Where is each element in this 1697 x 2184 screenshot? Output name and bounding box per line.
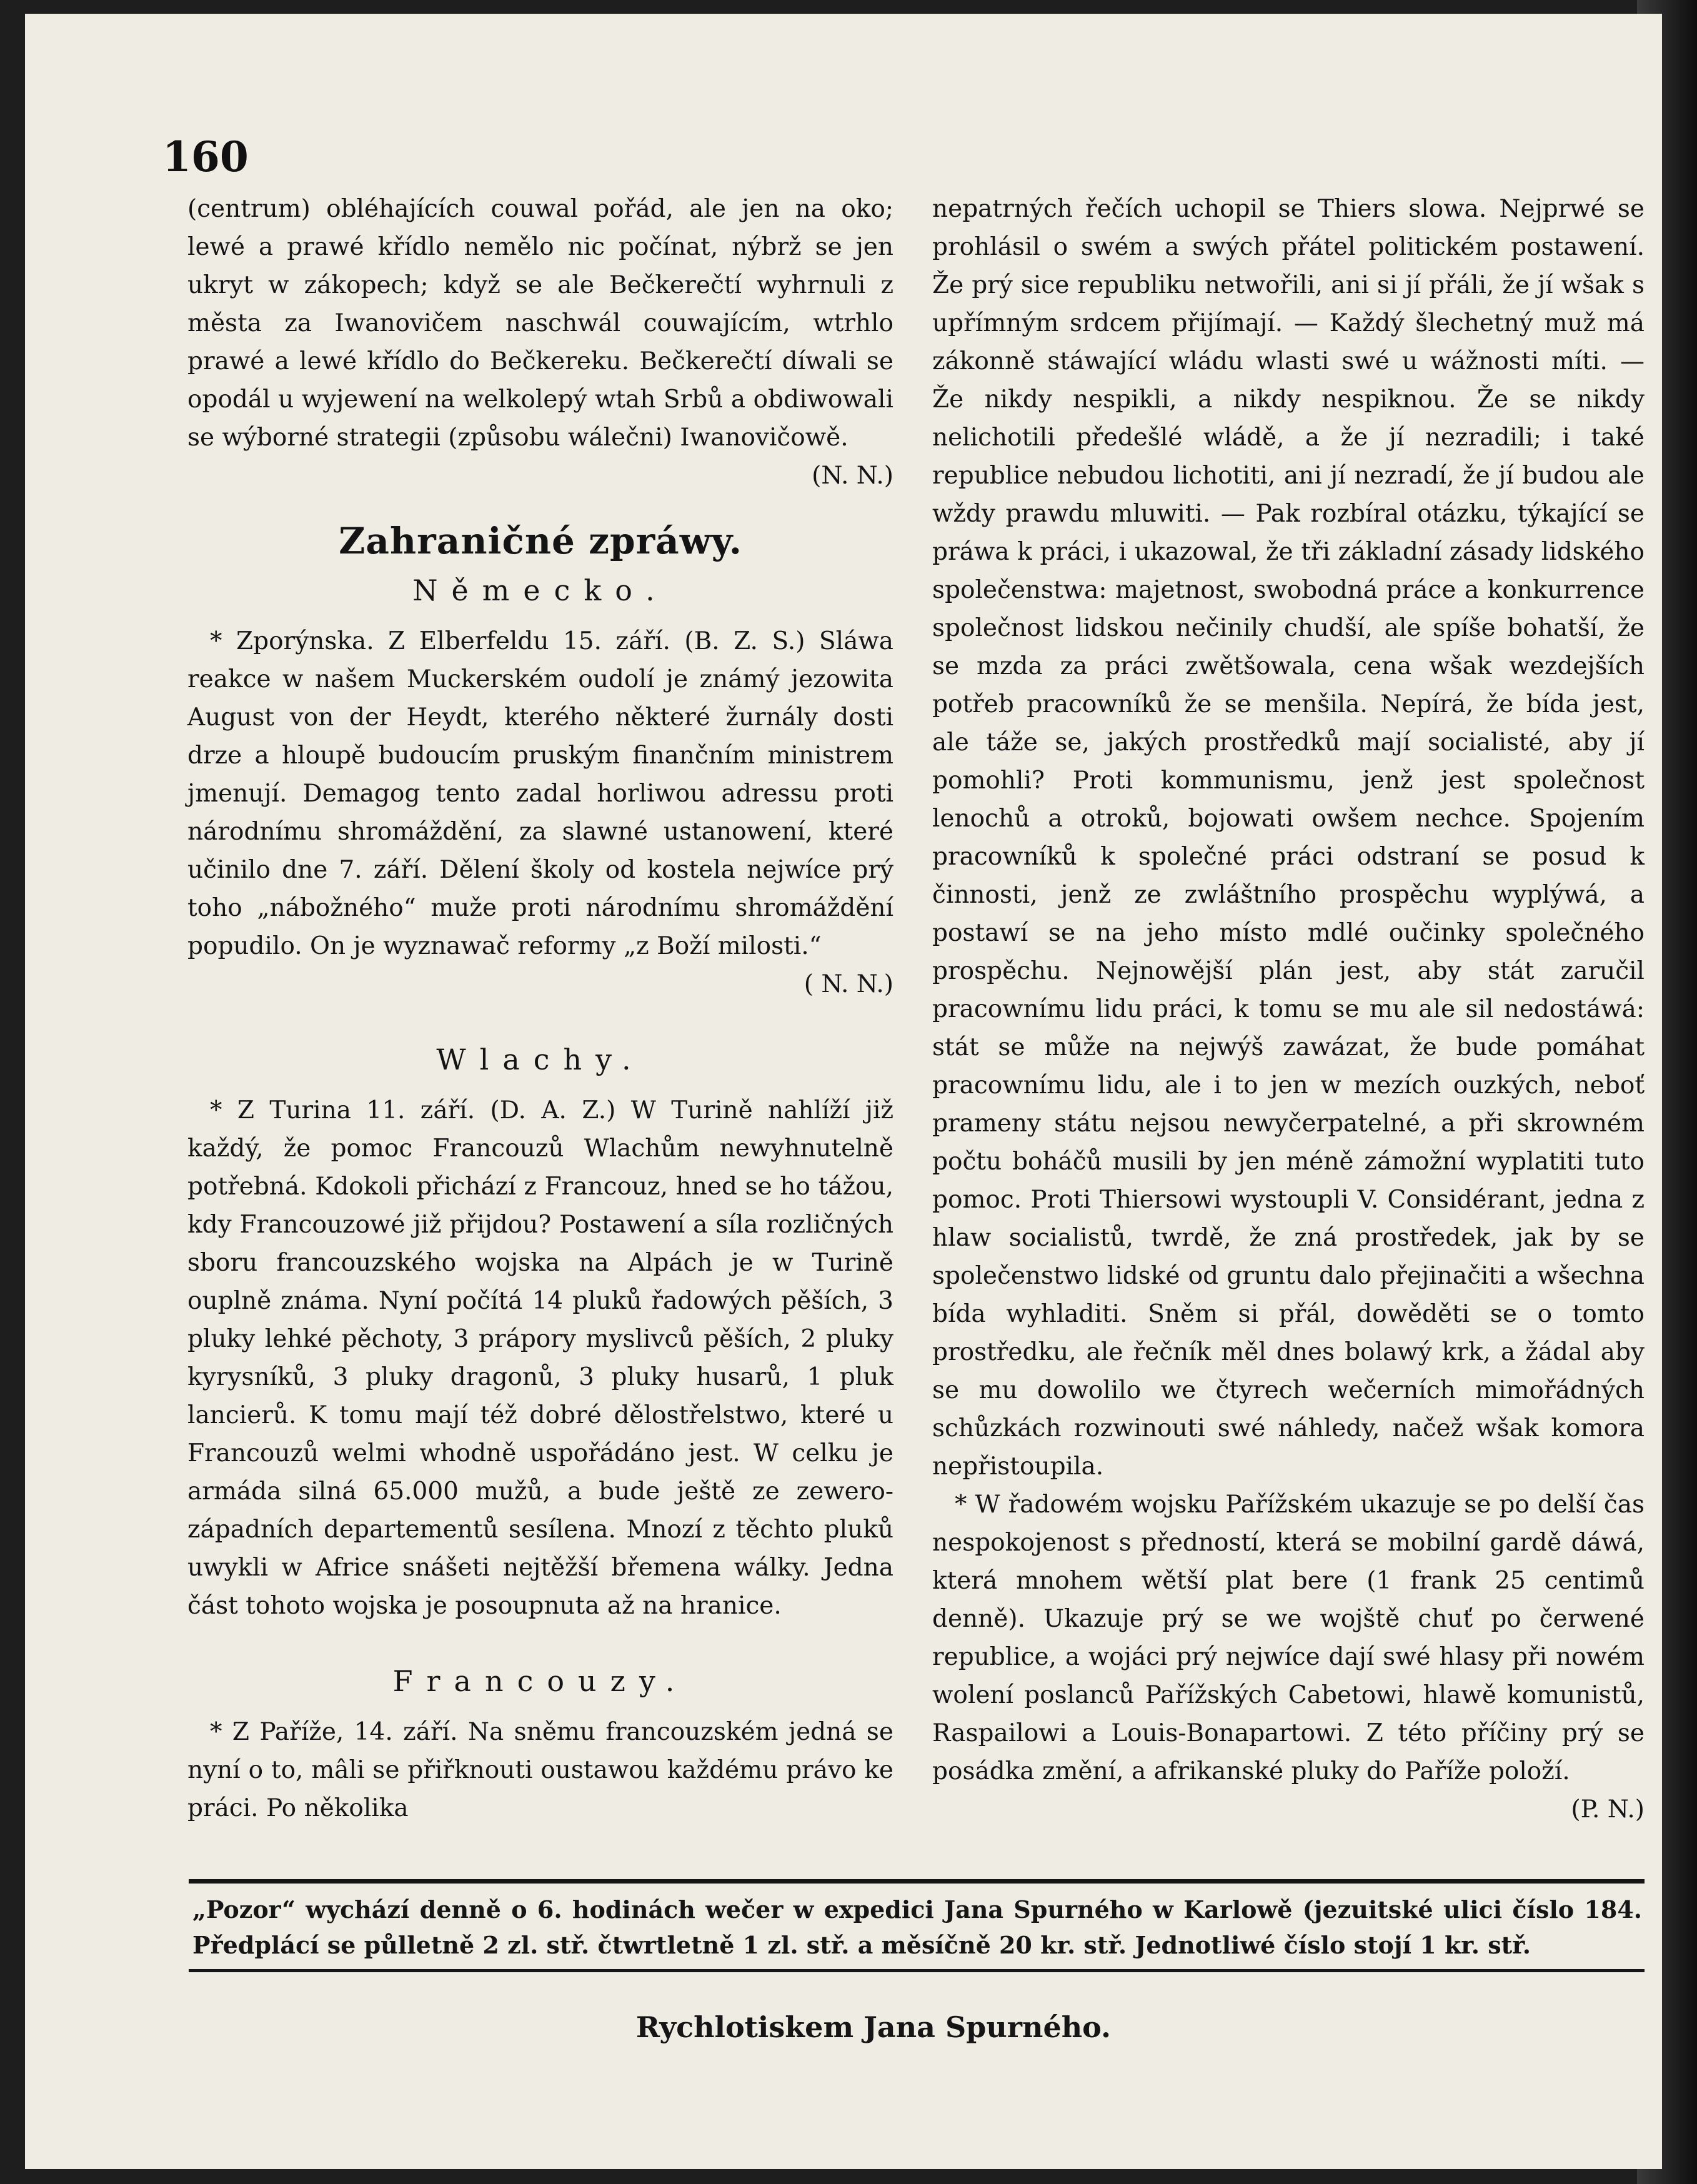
paris-army-signature: (P. N.) <box>1571 1795 1645 1824</box>
heading-italy: Wlachy. <box>436 1043 645 1076</box>
france-article-start: * Z Paříže, 14. září. Na sněmu francouzském jedná se nyní o to, mâli se přiřknouti oustawou každému právo ke práci. Po několika <box>187 1718 893 1822</box>
paris-army-article: * W řadowém wojsku Pařížském ukazuje se po delší čas nespokojenost s předností, která se mobilní gardě dáwá, která mnohem wětší plat bere (1 frank 25 centimů denně). Ukazuje prý se we wojště chuť po čerwené republice, a wojáci prý nejwíce dají swé hlasy při nowém wolení poslanců Pařížských Cabetowi, hlawě komunistů, Raspailowi a Louis-Bonapartowi. Z této příčiny prý se posádka změní, a afrikanské pluky do Paříže položí. <box>932 1491 1645 1785</box>
intro-paragraph: (centrum) obléhajících couwal pořád, ale jen na oko; lewé a prawé křídlo nemělo nic počínat, nýbrž se jen ukryt w zákopech; když se ale Bečkerečtí wyhrnuli z města za Iwanovičem naschwál couwajícím, wtrhlo prawé a lewé křídlo do Bečkereku. Bečkerečtí díwali se opodál u wyjewení na welkolepý wtah Srbů a obdiwowali se wýborné strategii (způsobu wálečni) Iwanovičowě. <box>187 195 893 452</box>
newspaper-page <box>25 14 1662 2169</box>
footer-bottom-rule <box>189 1969 1645 1972</box>
italy-article: * Z Turina 11. září. (D. A. Z.) W Turině nahlíží již každý, že pomoc Francouzů Wlachům newyhnutelně potřebná. Kdokoli přichází z Francouz, hned se ho tážou, kdy Francouzowé již přijdou? Postawení a síla rozličných sboru francouzského wojska na Alpách je w Turině ouplně známa. Nyní počítá 14 pluků řadowých pěších, 3 pluky lehké pěchoty, 3 prápory myslivců pěších, 2 pluky kyrysníků, 3 pluky dragonů, 3 pluky husarů, 1 pluk lancierů. K tomu mají též dobré dělostřelstwo, které u Francouzů welmi whodně uspořádáno jest. W celku je armáda silná 65.000 mužů, a bude ještě ze zewero-západních departementů sesílena. Mnozí z těchto pluků uwykli w Africe snášeti nejtěžší břemena wálky. Jedna část tohoto wojska je posoupnuta až na hranice. <box>187 1096 893 1620</box>
subscription-notice: „Pozor“ wychází denně o 6. hodinách wečer w expedici Jana Spurného w Karlowě (jezuitské ulici číslo 184. Předplácí se půlletně 2 zl. stř. čtwrtletně 1 zl. stř. a měsíčně 20 kr. stř. Jednotliwé číslo stojí 1 kr. stř. <box>192 1895 1642 1959</box>
left-column <box>187 190 893 1827</box>
intro-signature: (N. N.) <box>812 462 893 490</box>
footer-top-rule <box>189 1879 1645 1884</box>
germany-article: * Zporýnska. Z Elberfeldu 15. září. (B. Z. S.) Sláwa reakce w našem Muckerském oudolí je známý jezowita August von der Heydt, kterého některé žurnály dosti drze a hloupě budoucím pruským finančním ministrem jmenují. Demagog tento zadal horliwou adressu proti národnímu shromáždění, za slawné ustanowení, které učinilo dne 7. září. Dělení školy od kostela nejwíce prý toho „nábožného“ muže proti národnímu shromáždění popudilo. On je wyznawač reformy „z Boží milosti.“ <box>187 627 893 960</box>
heading-germany: Německo. <box>412 573 669 607</box>
page-number: 160 <box>162 132 249 181</box>
heading-france: Francouzy. <box>392 1664 689 1698</box>
france-article-continued: nepatrných řečích uchopil se Thiers slowa. Nejprwé se prohlásil o swém a swých přátel politickém postawení. Že prý sice republiku netwořili, ani si jí přáli, že jí wšak s upřímným srdcem přijímají. — Každý šlechetný muž má zákonně stáwající wládu wlasti swé u wážnosti míti. — Že nikdy nespikli, a nikdy nespiknou. Že se nikdy nelichotili předešlé wládě, a že jí nezradili; i také republice nebudou lichotiti, ani jí nezradí, že jí budou ale wždy prawdu mluwiti. — Pak rozbíral otázku, týkající se práwa k práci, i ukazowal, že tři základní zásady lidského společenstwa: majetnost, swobodná práce a konkurrence společnost lidskou nečinily chudší, ale spíše bohatší, že se mzda za práci zwětšowala, cena wšak wezdejších potřeb pracowníků že se menšila. Nepírá, že bída jest, ale táže se, jakých prostředků mají socialisté, aby jí pomohli? Proti kommunismu, jenž jest společnost lenochů a otroků, bojowati owšem nechce. Spojením pracowníků k společné práci odstraní se posud k činnosti, jenž ze zwláštního prospěchu wyplýwá, a postawí se na jeho místo mdlé oučinky společného prospěchu. Nejnowější plán jest, aby stát zaručil pracownímu lidu práci, k tomu se mu ale sil nedostáwá: stát se může na nejwýš zawázat, že bude pomáhat pracownímu lidu, ale i to jen w mezích ouzkých, neboť prameny státu nejsou newyčerpatelné, a při skrowném počtu boháčů musili by jen méně zámožní wyplatiti tuto pomoc. Proti Thiersowi wystoupli V. Considérant, jedna z hlaw socialistů, twrdě, že zná prostředek, jak by se společenstwo lidské od gruntu dalo přejinačiti a wšechna bída wyhladiti. Sněm si přál, dowěděti se o tomto prostředku, ale řečník měl dnes bolawý krk, a žádal aby se mu dowolilo we čtyrech wečerních mimořádných schůzkách rozwinouti swé náhledy, načež wšak komora nepřistoupila. <box>932 195 1645 1481</box>
printer-line: Rychlotiskem Jana Spurného. <box>635 2010 1112 2044</box>
germany-signature: ( N. N.) <box>804 970 893 998</box>
right-column <box>932 190 1645 1829</box>
section-title: Zahraničné zpráwy. <box>339 520 742 562</box>
